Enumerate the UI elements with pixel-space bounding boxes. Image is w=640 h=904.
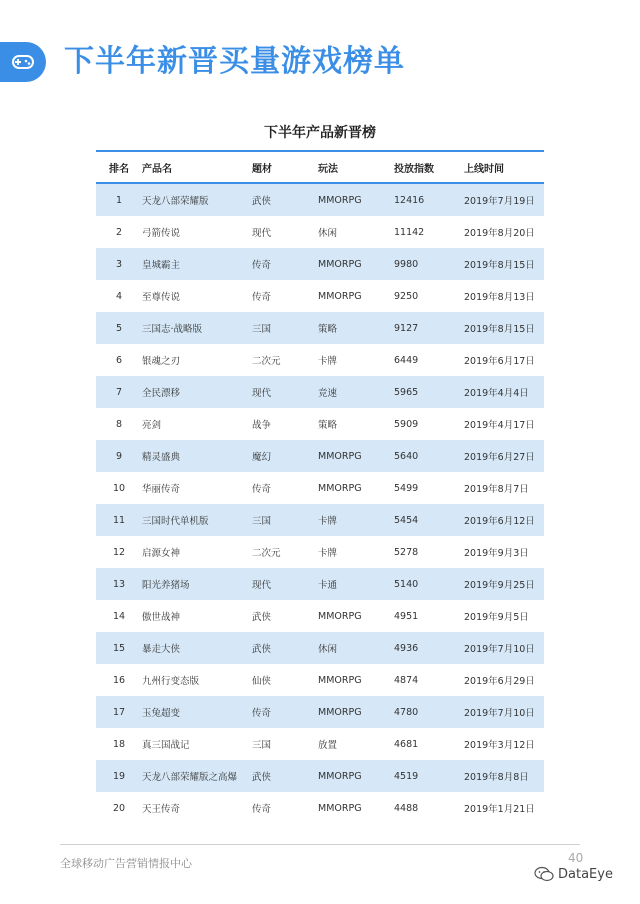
table-cell: 战争	[252, 420, 272, 431]
table-cell: 16	[112, 674, 126, 686]
table-row	[96, 760, 544, 792]
table-cell: 传奇	[252, 292, 272, 303]
column-header: 产品名	[142, 163, 172, 175]
table-cell: 5640	[394, 450, 419, 462]
table-row	[96, 536, 544, 568]
table-row	[96, 248, 544, 280]
table-cell: 二次元	[252, 548, 281, 559]
table-cell: 5909	[394, 418, 419, 430]
column-header: 玩法	[318, 163, 338, 175]
table-cell: 15	[112, 642, 126, 654]
table-cell: 18	[112, 738, 126, 750]
table-cell: 10	[112, 482, 126, 494]
column-header: 上线时间	[464, 163, 504, 175]
table-cell: 亮剑	[142, 420, 162, 431]
table-row	[96, 312, 544, 344]
ranking-table	[96, 150, 544, 824]
table-row	[96, 792, 544, 824]
table-cell: 2019年8月15日	[464, 324, 535, 335]
table-cell: 三国	[252, 324, 272, 335]
table-cell: 2019年8月8日	[464, 772, 529, 783]
table-cell: 三国志·战略版	[142, 324, 203, 335]
table-row	[96, 440, 544, 472]
table-cell: 现代	[252, 580, 272, 591]
table-cell: 9	[115, 450, 123, 462]
table-row	[96, 728, 544, 760]
brand-name: DataEye	[558, 866, 613, 882]
footer-divider	[60, 844, 580, 845]
table-cell: 5278	[394, 546, 419, 558]
table-cell: 天龙八部荣耀版	[142, 196, 209, 207]
table-cell: MMORPG	[318, 706, 362, 718]
table-cell: 6	[115, 354, 123, 366]
table-cell: 2019年6月29日	[464, 676, 535, 687]
column-header: 排名	[109, 163, 129, 175]
table-cell: 银魂之刃	[142, 356, 181, 367]
table-cell: 2019年4月4日	[464, 388, 529, 399]
table-cell: 武侠	[252, 196, 272, 207]
table-cell: 14	[112, 610, 126, 622]
table-cell: 12	[112, 546, 126, 558]
table-cell: 休闲	[318, 644, 338, 655]
table-cell: 4936	[394, 642, 419, 654]
table-row	[96, 664, 544, 696]
table-row	[96, 280, 544, 312]
table-cell: 20	[112, 802, 126, 814]
table-cell: 三国	[252, 740, 272, 751]
table-cell: 7	[115, 386, 123, 398]
table-cell: 2019年4月17日	[464, 420, 535, 431]
table-cell: 2019年6月12日	[464, 516, 535, 527]
table-cell: 19	[112, 770, 126, 782]
table-cell: 1	[115, 194, 123, 206]
table-cell: 2019年9月3日	[464, 548, 529, 559]
table-cell: 卡牌	[318, 356, 338, 367]
table-cell: 5499	[394, 482, 419, 494]
table-row	[96, 216, 544, 248]
footer-text: 全球移动广告营销情报中心	[60, 857, 192, 870]
table-row	[96, 696, 544, 728]
table-cell: 至尊传说	[142, 292, 181, 303]
table-cell: 9127	[394, 322, 419, 334]
table-cell: 启源女神	[142, 548, 181, 559]
table-cell: 放置	[318, 740, 338, 751]
table-cell: 2019年7月10日	[464, 644, 535, 655]
table-cell: 卡通	[318, 580, 338, 591]
table-row	[96, 472, 544, 504]
table-cell: 2019年9月5日	[464, 612, 529, 623]
table-cell: 3	[115, 258, 123, 270]
table-cell: 休闲	[318, 228, 338, 239]
table-cell: 9250	[394, 290, 419, 302]
table-cell: 卡牌	[318, 548, 338, 559]
table-cell: 天王传奇	[142, 804, 181, 815]
column-header: 投放指数	[394, 163, 434, 175]
column-header: 题材	[252, 163, 272, 175]
table-cell: 2019年8月15日	[464, 260, 535, 271]
table-row	[96, 632, 544, 664]
table-cell: 策略	[318, 420, 338, 431]
table-row	[96, 568, 544, 600]
table-cell: 仙侠	[252, 676, 272, 687]
table-cell: 5965	[394, 386, 419, 398]
table-cell: 傲世战神	[142, 612, 181, 623]
table-cell: MMORPG	[318, 450, 362, 462]
table-cell: 11142	[394, 226, 425, 238]
table-cell: 九州行变态版	[142, 676, 200, 687]
table-cell: 2019年8月13日	[464, 292, 535, 303]
table-cell: 真三国战记	[142, 740, 190, 751]
page-header	[0, 38, 640, 88]
table-cell: 12416	[394, 194, 425, 206]
table-cell: 武侠	[252, 612, 272, 623]
gamepad-icon	[0, 42, 46, 82]
table-cell: MMORPG	[318, 802, 362, 814]
table-cell: 9980	[394, 258, 419, 270]
table-cell: 4519	[394, 770, 419, 782]
table-row	[96, 504, 544, 536]
table-cell: MMORPG	[318, 194, 362, 206]
table-cell: 武侠	[252, 772, 272, 783]
table-cell: 2019年8月7日	[464, 484, 529, 495]
table-cell: 4780	[394, 706, 419, 718]
table-cell: 精灵盛典	[142, 452, 181, 463]
table-cell: 4488	[394, 802, 419, 814]
table-cell: 4	[115, 290, 123, 302]
table-cell: 传奇	[252, 804, 272, 815]
table-cell: 2019年6月27日	[464, 452, 535, 463]
table-cell: 2019年8月20日	[464, 228, 535, 239]
page-title: 下半年新晋买量游戏榜单	[64, 44, 405, 79]
table-cell: 二次元	[252, 356, 281, 367]
table-cell: 4951	[394, 610, 419, 622]
table-cell: 2	[115, 226, 123, 238]
table-row	[96, 184, 544, 216]
table-cell: 现代	[252, 228, 272, 239]
table-cell: 卡牌	[318, 516, 338, 527]
table-cell: MMORPG	[318, 674, 362, 686]
table-cell: 2019年6月17日	[464, 356, 535, 367]
table-row	[96, 408, 544, 440]
page-number: 40	[568, 851, 584, 865]
table-cell: 传奇	[252, 484, 272, 495]
table-row	[96, 600, 544, 632]
table-cell: 武侠	[252, 644, 272, 655]
table-cell: 4874	[394, 674, 419, 686]
table-cell: 5140	[394, 578, 419, 590]
table-cell: MMORPG	[318, 770, 362, 782]
table-cell: 5454	[394, 514, 419, 526]
table-cell: 传奇	[252, 708, 272, 719]
table-cell: 传奇	[252, 260, 272, 271]
table-cell: MMORPG	[318, 610, 362, 622]
table-cell: 三国时代单机版	[142, 516, 209, 527]
table-cell: 华丽传奇	[142, 484, 181, 495]
table-cell: 5	[115, 322, 123, 334]
table-cell: 策略	[318, 324, 338, 335]
table-row	[96, 376, 544, 408]
table-cell: MMORPG	[318, 482, 362, 494]
table-row	[96, 344, 544, 376]
table-cell: 13	[112, 578, 126, 590]
table-cell: 弓箭传说	[142, 228, 181, 239]
table-header	[96, 150, 544, 184]
table-cell: 天龙八部荣耀版之高爆	[142, 772, 238, 783]
table-cell: 8	[115, 418, 123, 430]
table-cell: 2019年9月25日	[464, 580, 535, 591]
table-body	[96, 184, 544, 824]
table-cell: 2019年7月10日	[464, 708, 535, 719]
table-cell: 6449	[394, 354, 419, 366]
table-cell: 4681	[394, 738, 419, 750]
table-cell: 2019年1月21日	[464, 804, 535, 815]
table-cell: 魔幻	[252, 452, 272, 463]
wechat-icon	[534, 866, 554, 882]
brand-watermark	[534, 866, 613, 882]
table-cell: 竞速	[318, 388, 338, 399]
table-cell: 皇城霸主	[142, 260, 181, 271]
table-cell: MMORPG	[318, 258, 362, 270]
table-cell: 阳光养猪场	[142, 580, 190, 591]
table-cell: 2019年7月19日	[464, 196, 535, 207]
table-cell: 现代	[252, 388, 272, 399]
table-cell: 三国	[252, 516, 272, 527]
table-cell: 暴走大侠	[142, 644, 181, 655]
table-cell: 玉兔超变	[142, 708, 181, 719]
table-cell: 17	[112, 706, 126, 718]
table-cell: 全民漂移	[142, 388, 181, 399]
table-title: 下半年产品新晋榜	[264, 125, 376, 141]
table-cell: 2019年3月12日	[464, 740, 535, 751]
table-cell: 11	[112, 514, 126, 526]
table-cell: MMORPG	[318, 290, 362, 302]
